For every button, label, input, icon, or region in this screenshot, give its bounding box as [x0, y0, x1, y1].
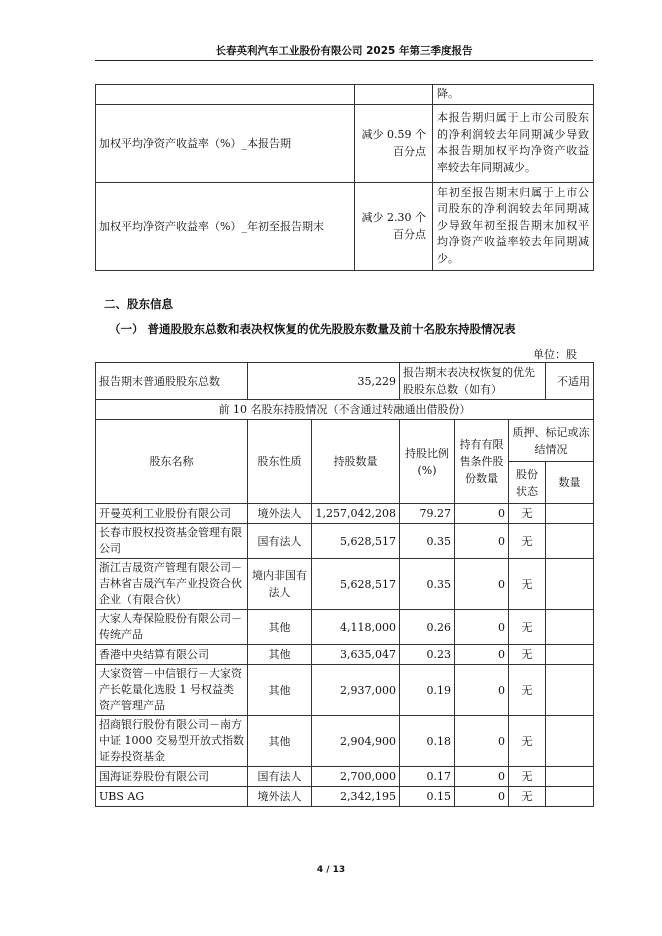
- holder-pledge-count: [546, 610, 594, 645]
- holder-nature: 其他: [248, 665, 312, 716]
- holder-nature: 国有法人: [248, 767, 312, 787]
- table-row: [96, 504, 594, 524]
- section-title: 二、股东信息: [104, 297, 173, 311]
- holder-restricted: 0: [455, 610, 509, 645]
- table-row: [96, 665, 594, 716]
- header-row: [96, 420, 594, 462]
- total-holders-value: 35,229: [248, 363, 400, 400]
- holder-pledge-count: [546, 787, 594, 807]
- indicator-name: 加权平均净资产收益率（%）_年初至报告期末: [96, 182, 355, 270]
- holder-ratio: 0.23: [400, 645, 455, 665]
- holder-shares: 5,628,517: [312, 559, 400, 610]
- table-row: [96, 610, 594, 645]
- holder-pledge-count: [546, 559, 594, 610]
- holder-restricted: 0: [455, 716, 509, 767]
- holder-nature: 其他: [248, 645, 312, 665]
- holder-nature: 其他: [248, 610, 312, 645]
- holder-ratio: 79.27: [400, 504, 455, 524]
- holder-rows: [96, 504, 594, 807]
- holder-name: 大家资管－中信银行－大家资产长乾量化选股 1 号权益类资产管理产品: [96, 665, 248, 716]
- holder-ratio: 0.18: [400, 716, 455, 767]
- section-subtitle: （一） 普通股股东总数和表决权恢复的优先股股东数量及前十名股东持股情况表: [109, 322, 516, 336]
- holder-nature: 境外法人: [248, 504, 312, 524]
- holder-shares: 2,342,195: [312, 787, 400, 807]
- holder-name: 招商银行股份有限公司－南方中证 1000 交易型开放式指数证券投资基金: [96, 716, 248, 767]
- table-row: [96, 716, 594, 767]
- holder-shares: 5,628,517: [312, 524, 400, 559]
- holder-pledge-count: [546, 716, 594, 767]
- indicator-change: 减少 0.59 个百分点: [355, 104, 433, 182]
- holder-pledge-count: [546, 645, 594, 665]
- preferred-holders-value: 不适用: [546, 363, 594, 400]
- holder-pledge-count: [546, 504, 594, 524]
- holder-nature: 其他: [248, 716, 312, 767]
- holder-pledge-count: [546, 767, 594, 787]
- holder-name: 长春市股权投资基金管理有限公司: [96, 524, 248, 559]
- holder-restricted: 0: [455, 524, 509, 559]
- table-row: [96, 787, 594, 807]
- holder-shares: 2,937,000: [312, 665, 400, 716]
- col-header-name: 股东名称: [96, 420, 248, 504]
- indicator-name: [96, 85, 355, 105]
- col-header-pledge-count: 数量: [546, 462, 594, 504]
- holder-restricted: 0: [455, 645, 509, 665]
- holder-name: 开曼英利工业股份有限公司: [96, 504, 248, 524]
- caption-row: [96, 400, 594, 420]
- holder-restricted: 0: [455, 767, 509, 787]
- table-row: [96, 559, 594, 610]
- table-row: [96, 104, 594, 182]
- table-row: [96, 767, 594, 787]
- holder-pledge-status: 无: [509, 504, 546, 524]
- holder-nature: 国有法人: [248, 524, 312, 559]
- holder-name: 香港中央结算有限公司: [96, 645, 248, 665]
- page-number: 4 / 13: [316, 865, 346, 875]
- holder-ratio: 0.15: [400, 787, 455, 807]
- col-header-nature: 股东性质: [248, 420, 312, 504]
- table-row: [96, 85, 594, 105]
- holder-pledge-status: 无: [509, 610, 546, 645]
- holder-ratio: 0.17: [400, 767, 455, 787]
- col-header-restricted: 持有有限售条件股份数量: [455, 420, 509, 504]
- indicator-change: [355, 85, 433, 105]
- unit-label: 单位：股: [533, 348, 577, 361]
- holder-pledge-status: 无: [509, 767, 546, 787]
- indicator-name: 加权平均净资产收益率（%）_本报告期: [96, 104, 355, 182]
- header-rule: [95, 60, 593, 61]
- holder-name: 浙江吉晟资产管理有限公司－吉林省吉晟汽车产业投资合伙企业（有限合伙）: [96, 559, 248, 610]
- table-row: [96, 645, 594, 665]
- holder-shares: 4,118,000: [312, 610, 400, 645]
- holder-name: 国海证券股份有限公司: [96, 767, 248, 787]
- holder-pledge-count: [546, 524, 594, 559]
- holder-pledge-status: 无: [509, 716, 546, 767]
- total-holders-label: 报告期末普通股股东总数: [96, 363, 248, 400]
- holder-shares: 3,635,047: [312, 645, 400, 665]
- indicator-reason: 本报告期归属于上市公司股东的净利润较去年同期减少导致本报告期加权平均净资产收益率较去年同期减少。: [433, 104, 594, 182]
- holder-pledge-status: 无: [509, 665, 546, 716]
- col-header-shares: 持股数量: [312, 420, 400, 504]
- table-row: [96, 182, 594, 270]
- holder-ratio: 0.35: [400, 559, 455, 610]
- holder-restricted: 0: [455, 787, 509, 807]
- indicator-change: 减少 2.30 个百分点: [355, 182, 433, 270]
- holder-pledge-status: 无: [509, 645, 546, 665]
- holder-nature: 境内非国有法人: [248, 559, 312, 610]
- holder-restricted: 0: [455, 504, 509, 524]
- holder-restricted: 0: [455, 559, 509, 610]
- holder-shares: 2,904,900: [312, 716, 400, 767]
- holder-ratio: 0.19: [400, 665, 455, 716]
- holder-shares: 2,700,000: [312, 767, 400, 787]
- holder-ratio: 0.35: [400, 524, 455, 559]
- col-header-pledge-status: 股份状态: [509, 462, 546, 504]
- top10-caption: 前 10 名股东持股情况（不含通过转融通出借股份）: [96, 400, 594, 420]
- holder-ratio: 0.26: [400, 610, 455, 645]
- summary-row: [96, 363, 594, 400]
- holder-name: UBS AG: [96, 787, 248, 807]
- holder-name: 大家人寿保险股份有限公司－传统产品: [96, 610, 248, 645]
- holder-pledge-status: 无: [509, 559, 546, 610]
- holder-pledge-status: 无: [509, 524, 546, 559]
- col-header-ratio: 持股比例(%): [400, 420, 455, 504]
- indicator-reason: 降。: [433, 85, 594, 105]
- indicator-table: [95, 84, 594, 271]
- holder-pledge-status: 无: [509, 787, 546, 807]
- table-row: [96, 524, 594, 559]
- holder-pledge-count: [546, 665, 594, 716]
- page-header: 长春英利汽车工业股份有限公司 2025 年第三季度报告: [215, 45, 473, 57]
- col-header-pledge: 质押、标记或冻结情况: [509, 420, 594, 462]
- preferred-holders-label: 报告期末表决权恢复的优先股股东总数（如有）: [400, 363, 546, 400]
- holder-nature: 境外法人: [248, 787, 312, 807]
- indicator-reason: 年初至报告期末归属于上市公司股东的净利润较去年同期减少导致年初至报告期末加权平均净资产收益率较去年同期减少。: [433, 182, 594, 270]
- shareholder-table: [95, 362, 594, 807]
- holder-restricted: 0: [455, 665, 509, 716]
- holder-shares: 1,257,042,208: [312, 504, 400, 524]
